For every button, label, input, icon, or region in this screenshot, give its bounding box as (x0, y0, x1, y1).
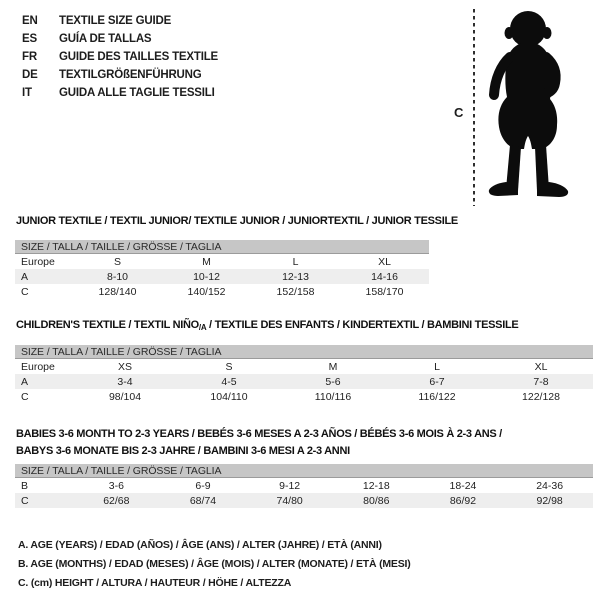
cell: L (434, 360, 440, 373)
lang-code: IT (22, 87, 32, 99)
junior-size-table (15, 240, 429, 299)
row-label: A (21, 270, 29, 283)
lang-row-en (22, 12, 218, 30)
lang-code: EN (22, 15, 38, 27)
footnote-c: C. (cm) HEIGHT / ALTURA / HAUTEUR / HÖHE / ALTEZZA (18, 577, 292, 589)
cell: 110/116 (314, 390, 352, 403)
cell: 80/86 (363, 494, 390, 507)
lang-code: DE (22, 69, 38, 81)
cell: S (113, 255, 121, 268)
title-text: / TEXTILE DES ENFANTS / KINDERTEXTIL / BAMBINI TESSILE (206, 319, 519, 331)
size-header-bar: SIZE / TALLA / TAILLE / GRÖSSE / TAGLIA (15, 464, 593, 478)
cell: XL (378, 255, 391, 268)
cell: 74/80 (276, 494, 303, 507)
footnote-b: B. AGE (MONTHS) / EDAD (MESES) / ÂGE (MOIS) / ALTER (MONATE) / ETÀ (MESI) (18, 558, 411, 570)
cell: XS (117, 360, 132, 373)
row-label: C (21, 494, 29, 507)
dashed-measure-line (473, 9, 475, 206)
table-row (15, 269, 429, 284)
cell: 62/68 (103, 494, 130, 507)
table-row (15, 478, 593, 494)
footnote-a: A. AGE (YEARS) / EDAD (AÑOS) / ÂGE (ANS) / ALTER (JAHRE) / ETÀ (ANNI) (18, 539, 382, 551)
table-row (15, 493, 593, 508)
lang-label: GUÍA DE TALLAS (59, 33, 152, 45)
cell: XL (534, 360, 548, 373)
cell: 7-8 (533, 375, 549, 388)
table-row (15, 374, 593, 389)
cell: M (202, 255, 211, 268)
table-row (15, 254, 429, 270)
row-label: A (21, 375, 29, 388)
measure-c-label: C (454, 105, 464, 120)
cell: 18-24 (449, 479, 477, 492)
cell: 116/122 (418, 390, 456, 403)
lang-label: TEXTILE SIZE GUIDE (59, 15, 172, 27)
lang-code: ES (22, 33, 37, 45)
cell: 14-16 (371, 270, 398, 283)
cell: 24-36 (536, 479, 564, 492)
lang-row-it (22, 84, 218, 102)
cell: 152/158 (276, 285, 315, 298)
lang-code: FR (22, 51, 37, 63)
size-header-bar: SIZE / TALLA / TAILLE / GRÖSSE / TAGLIA (15, 240, 429, 254)
cell: 8-10 (106, 270, 128, 283)
cell: 104/110 (210, 390, 248, 403)
lang-label: TEXTILGRÖßENFÜHRUNG (59, 69, 202, 81)
title-line-1: BABIES 3-6 MONTH TO 2-3 YEARS / BEBÉS 3-6 MESES A 2-3 AÑOS / BÉBÉS 3-6 MOIS À 2-3 ANS / (16, 428, 502, 440)
size-header-bar: SIZE / TALLA / TAILLE / GRÖSSE / TAGLIA (15, 345, 593, 359)
cell: 10-12 (193, 270, 220, 283)
cell: 122/128 (522, 390, 560, 403)
cell: 12-13 (282, 270, 309, 283)
cell: 6-9 (195, 479, 211, 492)
lang-row-es (22, 30, 218, 48)
language-legend (22, 12, 218, 102)
junior-table-title: JUNIOR TEXTILE / TEXTIL JUNIOR/ TEXTILE JUNIOR / JUNIORTEXTIL / JUNIOR TESSILE (16, 215, 458, 227)
children-size-table (15, 345, 593, 404)
lang-row-de (22, 66, 218, 84)
cell: 86/92 (449, 494, 477, 507)
row-label: Europe (21, 255, 55, 268)
table-row (15, 389, 593, 404)
cell: 5-6 (325, 375, 341, 388)
cell: 12-18 (362, 479, 390, 492)
title-text: CHILDREN'S TEXTILE / TEXTIL NIÑO (16, 319, 199, 331)
cell: 128/140 (98, 285, 137, 298)
lang-label: GUIDE DES TAILLES TEXTILE (59, 51, 218, 63)
lang-label: GUIDA ALLE TAGLIE TESSILI (59, 87, 215, 99)
cell: 158/170 (365, 285, 404, 298)
cell: 3-4 (117, 375, 133, 388)
babies-table-title (16, 426, 556, 460)
cell: 6-7 (429, 375, 445, 388)
cell: 68/74 (189, 494, 217, 507)
cell: 4-5 (221, 375, 237, 388)
cell: L (292, 255, 299, 268)
cell: 140/152 (187, 285, 226, 298)
cell: 98/104 (108, 390, 142, 403)
height-measure-figure (440, 0, 600, 215)
title-subscript: /A (198, 323, 207, 332)
cell: 92/98 (536, 494, 563, 507)
footnote-legend (18, 536, 411, 593)
cell: S (225, 360, 233, 373)
table-row (15, 359, 593, 375)
row-label: B (21, 479, 29, 492)
children-table-title (16, 319, 518, 332)
row-label: C (21, 390, 29, 403)
babies-size-table (15, 464, 593, 508)
row-label: Europe (21, 360, 55, 373)
cell: 3-6 (108, 479, 124, 492)
lang-row-fr (22, 48, 218, 66)
baby-silhouette-icon (480, 5, 580, 210)
table-row (15, 284, 429, 299)
cell: M (328, 360, 338, 373)
cell: 9-12 (279, 479, 301, 492)
row-label: C (21, 285, 29, 298)
title-line-2: BABYS 3-6 MONATE BIS 2-3 JAHRE / BAMBINI 3-6 MESI A 2-3 ANNI (16, 445, 350, 457)
